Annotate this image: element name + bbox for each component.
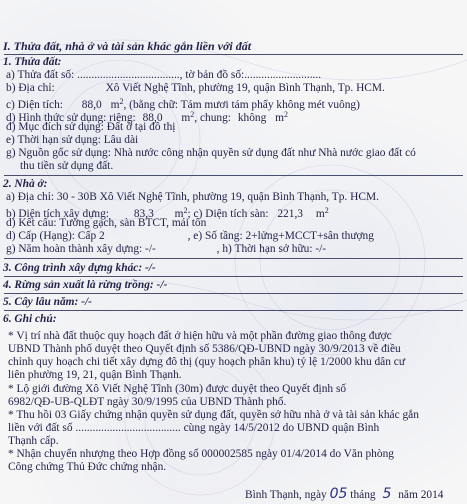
house-address: a) Địa chỉ: 30 - 30B Xô Viết Nghệ Tĩnh, phường 19, quận Bình Thạnh, Tp. HCM. (6, 191, 379, 203)
land-address-label: b) Địa chỉ: (6, 82, 55, 94)
sup: 2 (183, 206, 188, 215)
sup: 2 (284, 110, 289, 119)
divider (4, 310, 463, 311)
note-line: Công chứng Thủ Đức chứng nhận. (8, 461, 167, 473)
land-address-value: Xô Viết Nghệ Tĩnh, phường 19, quận Bình Thạnh, Tp. HCM. (105, 82, 385, 94)
divider (4, 54, 463, 55)
land-address (6, 82, 463, 95)
section-title: I. Thửa đất, nhà ở và tài sản khác gắn liền với đất (3, 39, 252, 53)
land-origin-cont: thu tiền sử dụng đất. (20, 160, 114, 172)
note-line: * Vị trí nhà đất thuộc quy hoạch đất ở hiện hữu và một phần đường giao thông được (8, 330, 392, 342)
land-area-unit: m (110, 99, 120, 111)
signing-month: 5 (382, 486, 392, 502)
floor-area-label: ; c) Diện tích sàn: (187, 208, 269, 220)
house-completion (6, 243, 463, 256)
usage-common-value: không (237, 112, 267, 124)
house-grade-value: d) Cấp (Hạng): Cấp 2 (6, 230, 105, 242)
note-line: 6982/QĐ-UB-QLĐT ngày 30/9/1995 của UBND Thành phố. (8, 396, 287, 408)
house-grade (6, 230, 463, 243)
usage-private-value: 88,0 (142, 112, 163, 124)
note-line: * Thu hồi 03 Giấy chứng nhận quyền sử dụng đất, quyền sở hữu nhà ở và tài sản khác gắn (8, 409, 419, 421)
land-parcel-number: a) Thửa đất số: ...................................., tờ bản đồ số:........................... (6, 69, 322, 81)
section-notes-heading: 6. Ghi chú: (3, 313, 57, 325)
land-purpose: đ) Mục đích sử dụng: Đất ở tại đô thị (6, 121, 176, 133)
land-heading: 1. Thửa đất: (3, 56, 62, 68)
section-perennial-trees: 5. Cây lâu năm: -/- (3, 296, 92, 308)
year-label: năm 2014 (398, 489, 444, 501)
divider (4, 293, 463, 294)
month-label: tháng (350, 489, 376, 501)
land-area-value: 88,0 (81, 99, 102, 111)
signing-day: 05 (329, 486, 348, 502)
completion-year: g) Năm hoàn thành xây dựng: -/- (6, 243, 156, 255)
house-floors: , e) Số tầng: 2+lửng+MCCT+sân thượng (187, 230, 374, 242)
floor-area-value: 221,3 (277, 208, 303, 220)
land-term: e) Thời hạn sử dụng: Lâu dài (6, 134, 139, 146)
signing-place: Bình Thạnh, ngày (245, 489, 327, 501)
sup: 2 (324, 206, 329, 215)
ownership-term: , h) Thời hạn sở hữu: -/- (216, 243, 327, 255)
build-area-value: 83,3 (133, 208, 154, 220)
note-line: * Lộ giới đường Xô Viết Nghệ Tĩnh (30m) được duyệt theo Quyết định số (8, 383, 347, 395)
house-structure: d) Kết cấu: Tường gạch, sàn BTCT, mái tôn (6, 217, 207, 229)
note-line: liên phường 19, 21, quận Bình Thạnh. (8, 369, 182, 381)
build-area-unit: m (174, 208, 184, 220)
land-origin: g) Nguồn gốc sử dụng: Nhà nước công nhận quyền sử dụng đất như Nhà nước giao đất có (6, 147, 416, 159)
land-area-label: c) Diện tích: (6, 99, 63, 111)
usage-form-label: d) Hình thức sử dụng: riêng: (6, 112, 136, 124)
floor-area-unit: m (315, 208, 325, 220)
divider (4, 276, 463, 277)
note-line: chỉnh quy hoạch chi tiết xây dựng đô thị (quy hoạch phân khu) tỷ lệ 1/2000 khu dân cư (8, 356, 406, 368)
section-other-constructions: 3. Công trình xây dựng khác: -/- (3, 262, 156, 274)
build-area-label: b) Diện tích xây dựng: (6, 208, 109, 220)
note-line: Thạnh cấp. (8, 435, 59, 447)
house-heading: 2. Nhà ở: (3, 178, 48, 190)
note-line: liền với đất số ..................................... cùng ngày 14/5/2012 do UBND quận Bình (8, 422, 380, 434)
divider (4, 258, 463, 259)
note-line: * Nhận chuyển nhượng theo Hợp đồng số 000002585 ngày 01/4/2014 do Văn phòng (8, 448, 394, 460)
usage-common-unit: m (275, 112, 285, 124)
signing-date (245, 488, 463, 502)
divider (4, 175, 463, 176)
land-area-words: , (bằng chữ: Tám mươi tám phẩy không mét vuông) (123, 99, 360, 111)
sup: 2 (119, 97, 124, 106)
sup: 2 (190, 110, 195, 119)
note-line: UBND Thành phố duyệt theo Quyết định số 5386/QĐ-UBND ngày 30/9/2013 về điều (8, 343, 401, 355)
usage-common-label: , chung: (194, 112, 231, 124)
section-forest: 4. Rừng sản xuất là rừng trồng: -/- (3, 279, 168, 291)
usage-private-unit: m (181, 112, 191, 124)
